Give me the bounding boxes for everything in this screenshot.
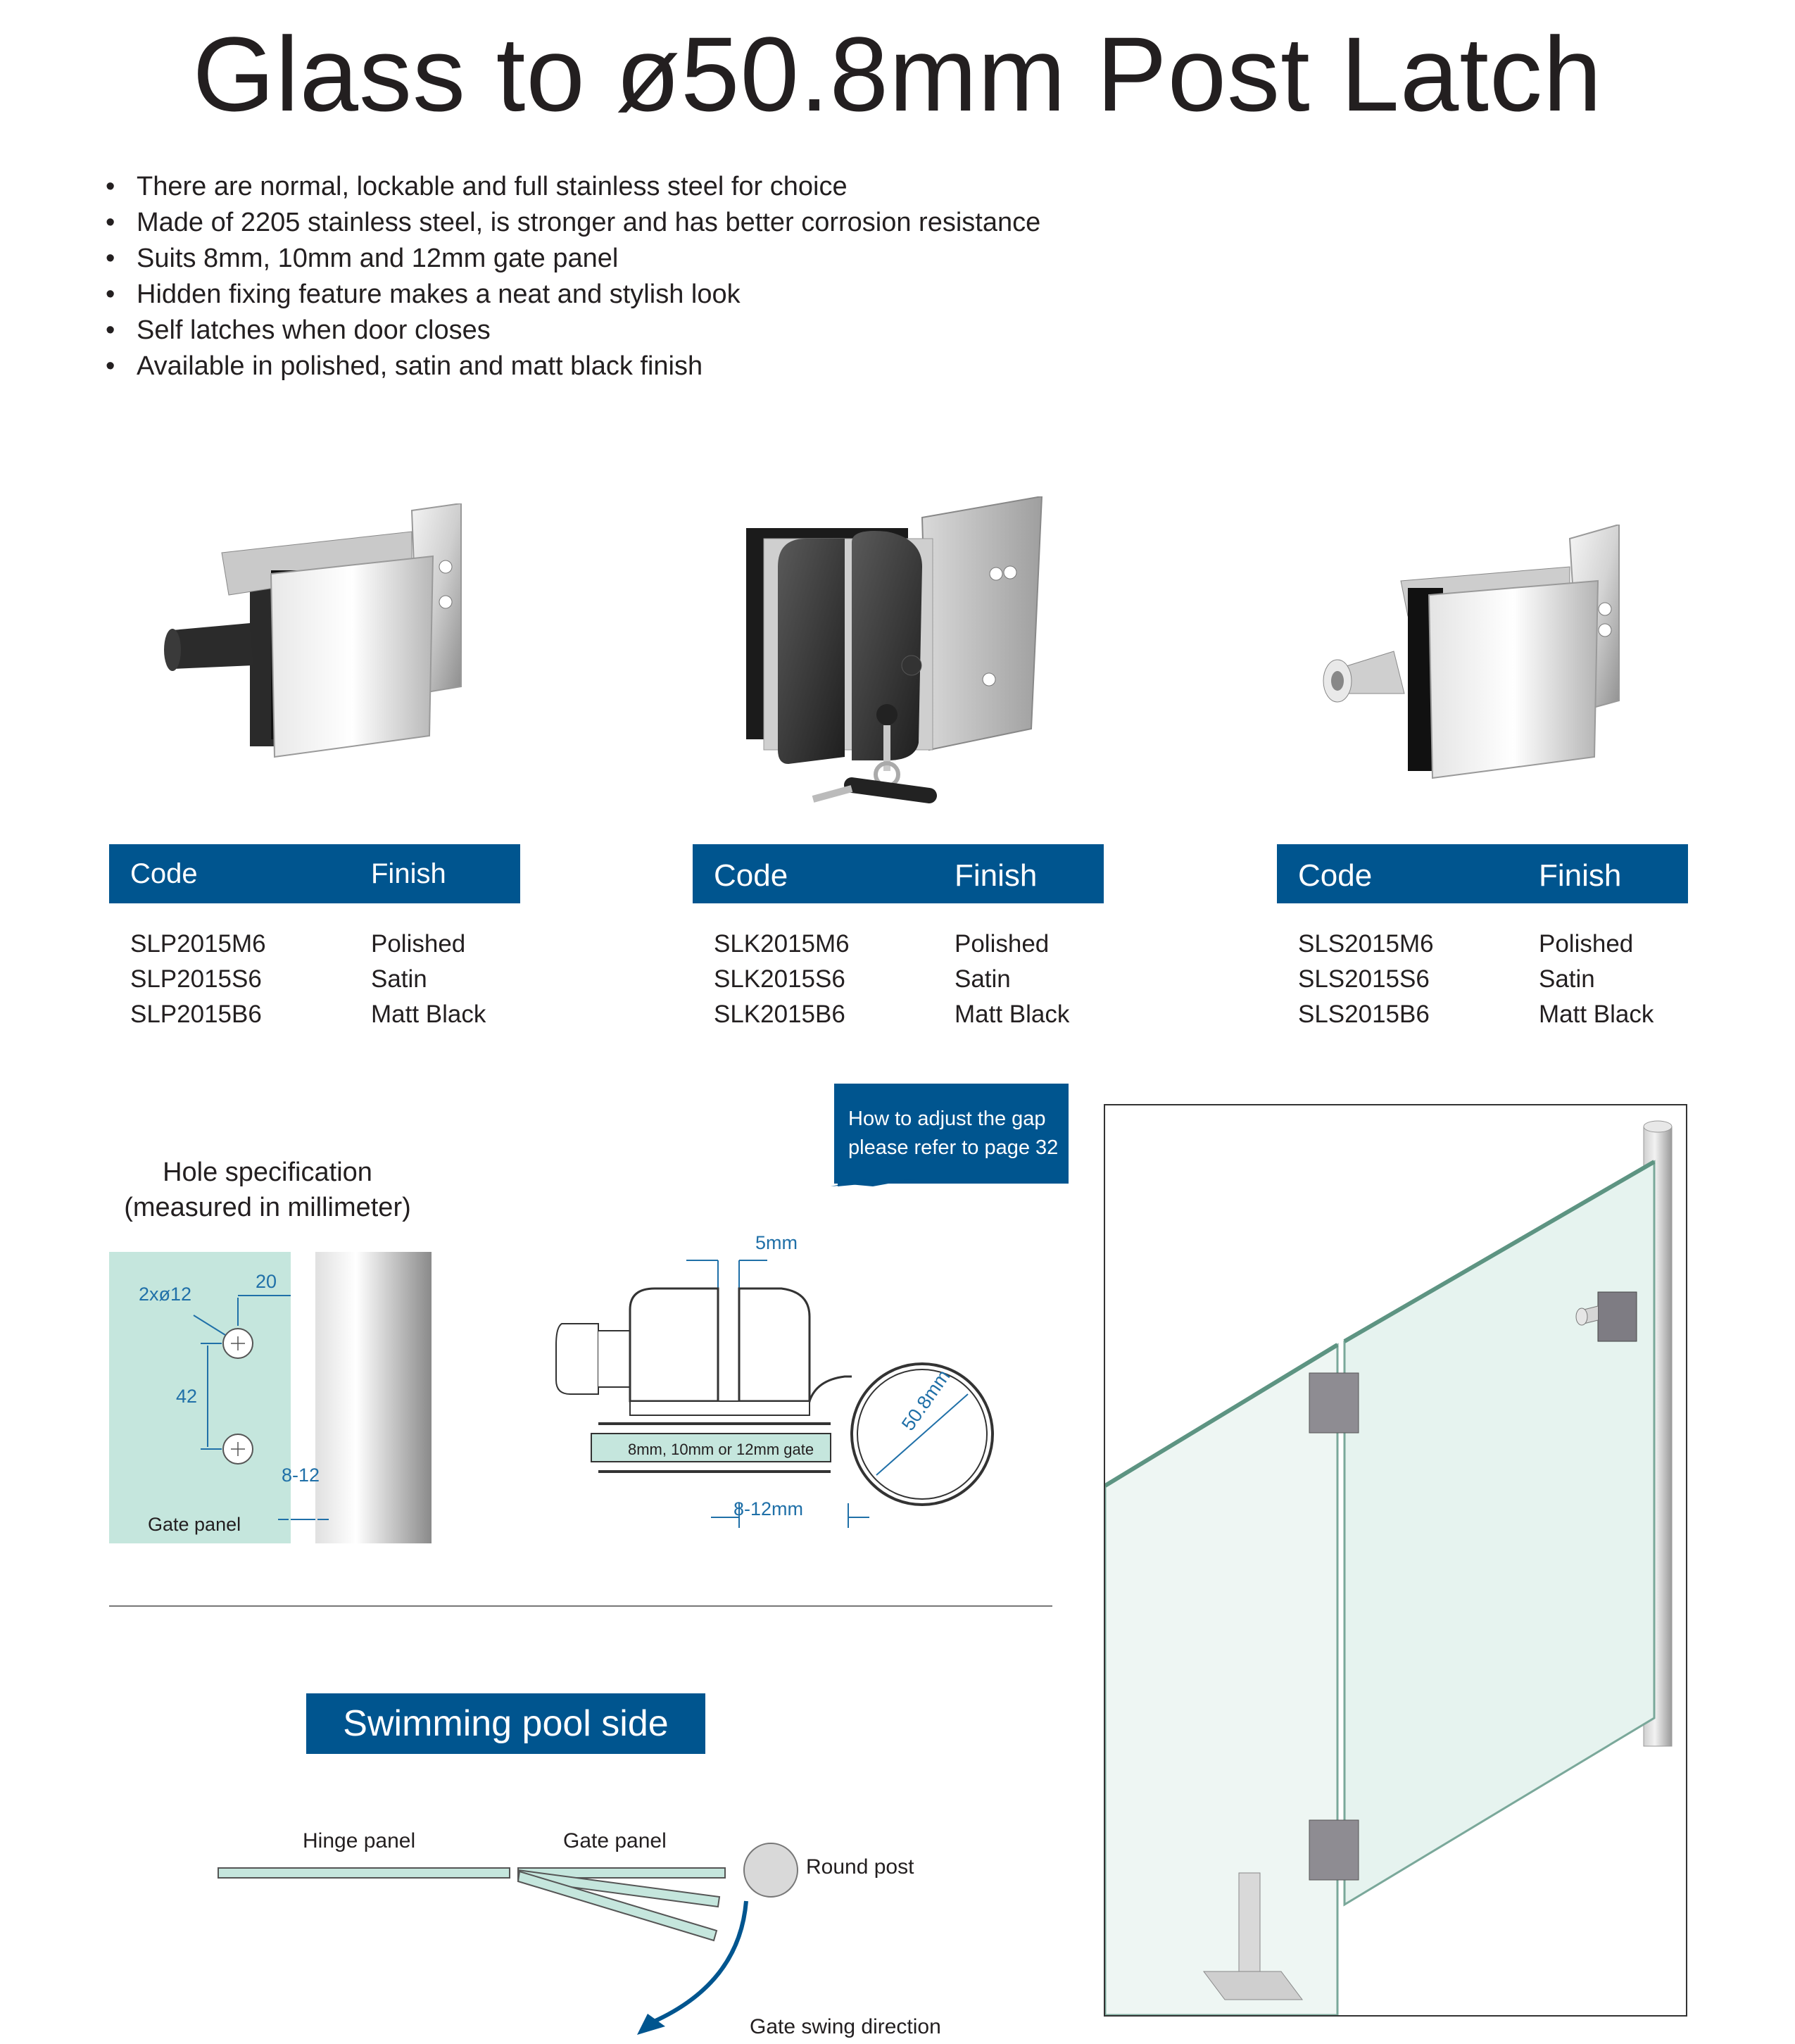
swing-direction-label: Gate swing direction [750, 2015, 941, 2038]
code-cell: SLK2015B6 [714, 1001, 845, 1028]
column-header-code: Code [1298, 858, 1373, 893]
callout-tail [831, 1179, 915, 1222]
gap-callout [834, 1084, 1069, 1184]
product-image-sls [1309, 525, 1633, 806]
hole-count-label: 2xø12 [139, 1284, 192, 1305]
hole-spec-title [109, 1155, 426, 1225]
finish-cell: Matt Black [1539, 1001, 1654, 1028]
table-row [1277, 1001, 1688, 1036]
pool-side-diagram [211, 1810, 985, 2044]
list-item: • Suits 8mm, 10mm and 12mm gate panel [106, 241, 1040, 277]
finish-cell: Matt Black [955, 1001, 1070, 1028]
gate-panel-label: Gate panel [563, 1829, 667, 1852]
code-cell: SLK2015M6 [714, 930, 850, 958]
table-row [109, 930, 520, 965]
section-divider [109, 1605, 1052, 1607]
list-item: • Self latches when door closes [106, 313, 1040, 349]
table-header [1277, 844, 1688, 903]
finish-cell: Polished [371, 930, 466, 958]
code-cell: SLS2015S6 [1298, 965, 1430, 993]
gate-panel-label: Gate panel [148, 1514, 241, 1535]
round-post-label: Round post [806, 1855, 914, 1879]
list-item: • Available in polished, satin and matt black finish [106, 349, 1040, 384]
hole-spec-title-line1: Hole specification [163, 1158, 372, 1187]
table-row [1277, 930, 1688, 965]
column-header-finish: Finish [371, 858, 446, 889]
code-cell: SLS2015B6 [1298, 1001, 1430, 1028]
code-cell: SLP2015M6 [130, 930, 266, 958]
page-title: Glass to ø50.8mm Post Latch [192, 15, 1603, 133]
list-item: • Hidden fixing feature makes a neat and stylish look [106, 277, 1040, 313]
gap-top-label: 5mm [755, 1232, 798, 1253]
table-row [1277, 965, 1688, 1001]
hole-spec-title-line2: (measured in millimeter) [124, 1193, 411, 1222]
code-table-slp [109, 844, 520, 1036]
code-table-sls [1277, 844, 1688, 1036]
table-row [693, 1001, 1104, 1036]
feature-list [106, 169, 1040, 384]
code-cell: SLK2015S6 [714, 965, 845, 993]
list-item: • Made of 2205 stainless steel, is stronger and has better corrosion resistance [106, 205, 1040, 241]
callout-line2: please refer to page 32 [848, 1136, 1059, 1159]
table-header [109, 844, 520, 903]
hinge-panel-label: Hinge panel [303, 1829, 416, 1852]
installation-illustration [1104, 1104, 1687, 2017]
code-table-slk [693, 844, 1104, 1036]
product-image-slp [151, 503, 475, 799]
finish-cell: Satin [1539, 965, 1595, 993]
product-image-slk [746, 496, 1056, 827]
finish-cell: Satin [371, 965, 427, 993]
column-header-code: Code [130, 858, 198, 889]
column-header-finish: Finish [955, 858, 1038, 893]
finish-cell: Satin [955, 965, 1011, 993]
list-item: • There are normal, lockable and full stainless steel for choice [106, 169, 1040, 205]
finish-cell: Polished [1539, 930, 1634, 958]
gap-label: 8-12 [282, 1465, 320, 1486]
hole-spacing-label: 42 [176, 1386, 198, 1407]
column-header-finish: Finish [1539, 858, 1622, 893]
table-header [693, 844, 1104, 903]
glass-thickness-label: 8mm, 10mm or 12mm gate [628, 1441, 814, 1458]
table-row [693, 930, 1104, 965]
section-diagram [549, 1225, 1000, 1535]
hole-spec-diagram [109, 1252, 433, 1543]
post-diameter-label: 50.8mm [898, 1366, 955, 1435]
finish-cell: Polished [955, 930, 1050, 958]
finish-cell: Matt Black [371, 1001, 486, 1028]
pool-side-heading: Swimming pool side [306, 1693, 705, 1754]
code-cell: SLP2015B6 [130, 1001, 262, 1028]
table-row [109, 1001, 520, 1036]
code-cell: SLP2015S6 [130, 965, 262, 993]
callout-line1: How to adjust the gap [848, 1108, 1046, 1130]
column-header-code: Code [714, 858, 788, 893]
table-row [109, 965, 520, 1001]
gap-bottom-label: 8-12mm [733, 1498, 804, 1519]
edge-distance-label: 20 [256, 1271, 277, 1292]
code-cell: SLS2015M6 [1298, 930, 1434, 958]
table-row [693, 965, 1104, 1001]
